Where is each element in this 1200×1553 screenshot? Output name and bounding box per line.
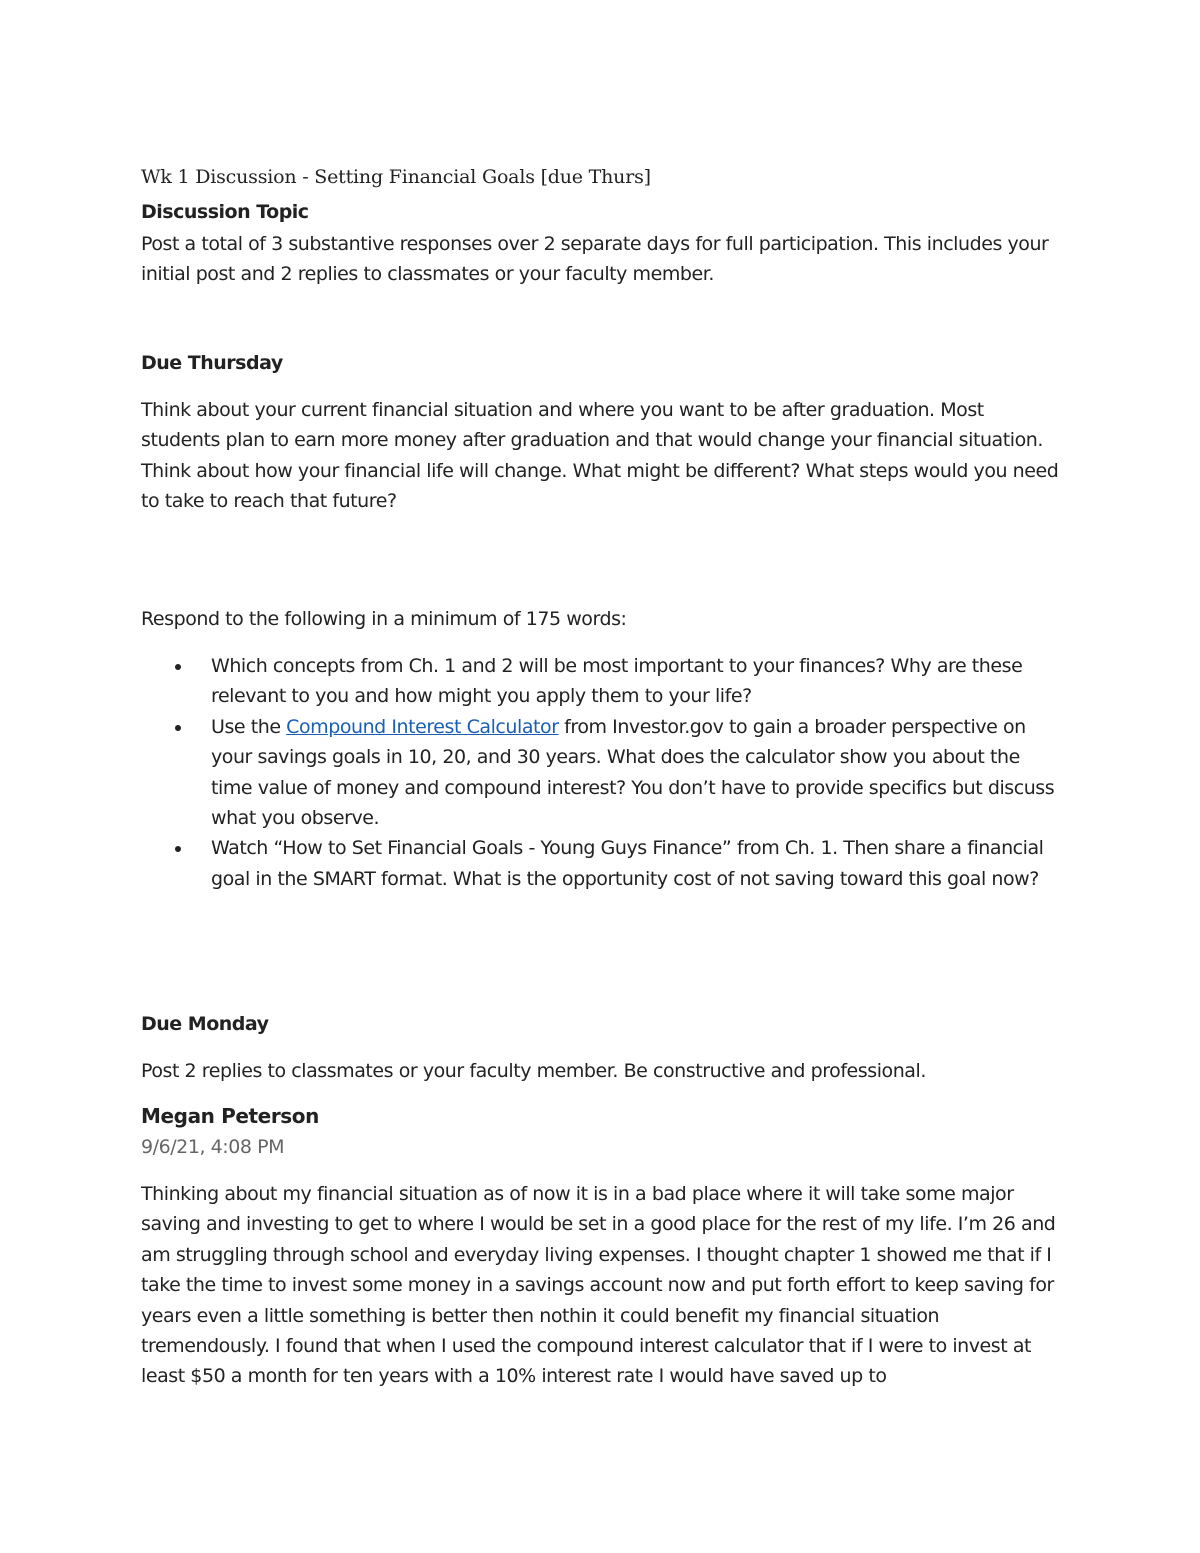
discussion-topic-text: Post a total of 3 substantive responses over 2 separate days for full participation. This includes your initial post and 2 replies to classmates or your faculty member. <box>141 233 1049 286</box>
response-prompt: Respond to the following in a minimum of 175 words: <box>141 608 627 630</box>
page-title: Wk 1 Discussion - Setting Financial Goals [due Thurs] <box>141 166 651 188</box>
bullet-icon <box>175 725 181 731</box>
discussion-topic-heading: Discussion Topic <box>141 201 309 223</box>
list-item-text-suffix: from Investor.gov to gain a broader perspective on your savings goals in 10, 20, and 30 years. What does the calculator show you about the time value of money and compound interest? You don’t have to provide specifics but discuss what you observe. <box>211 715 1055 830</box>
due-monday-text: Post 2 replies to classmates or your faculty member. Be constructive and professional. <box>141 1060 926 1082</box>
requirements-list <box>141 651 1061 894</box>
list-item <box>141 833 1061 894</box>
post-author: Megan Peterson <box>141 1104 319 1128</box>
list-item-text: Watch “How to Set Financial Goals - Young Guys Finance” from Ch. 1. Then share a financial goal in the SMART format. What is the opportunity cost of not saving toward this goal now? <box>211 837 1044 890</box>
post-body: Thinking about my financial situation as of now it is in a bad place where it will take some major saving and investing to get to where I would be set in a good place for the rest of my life. I’m 26 and am struggling through school and everyday living expenses. I thought chapter 1 showed me that if I take the time to invest some money in a savings account now and put forth effort to keep saving for years even a little something is better then nothin it could benefit my financial situation tremendously. I found that when I used the compound interest calculator that if I were to invest at least $50 a month for ten years with a 10% interest rate I would have saved up to <box>141 1183 1056 1388</box>
list-item-text: Which concepts from Ch. 1 and 2 will be most important to your finances? Why are these relevant to you and how might you apply them to your life? <box>211 655 1023 708</box>
bullet-icon <box>175 846 181 852</box>
due-thursday-text: Think about your current financial situation and where you want to be after graduation. Most students plan to earn more money after graduation and that would change your financial situation. Think about how your financial life will change. What might be different? What steps would you need to take to reach that future? <box>141 399 1059 513</box>
compound-interest-calculator-link[interactable]: Compound Interest Calculator <box>286 715 559 738</box>
list-item <box>141 651 1061 712</box>
bullet-icon <box>175 664 181 670</box>
post-timestamp: 9/6/21, 4:08 PM <box>141 1136 285 1158</box>
list-item-text-prefix: Use the <box>211 715 287 738</box>
list-item <box>141 712 1061 834</box>
due-monday-heading: Due Monday <box>141 1013 269 1035</box>
due-thursday-heading: Due Thursday <box>141 352 283 374</box>
